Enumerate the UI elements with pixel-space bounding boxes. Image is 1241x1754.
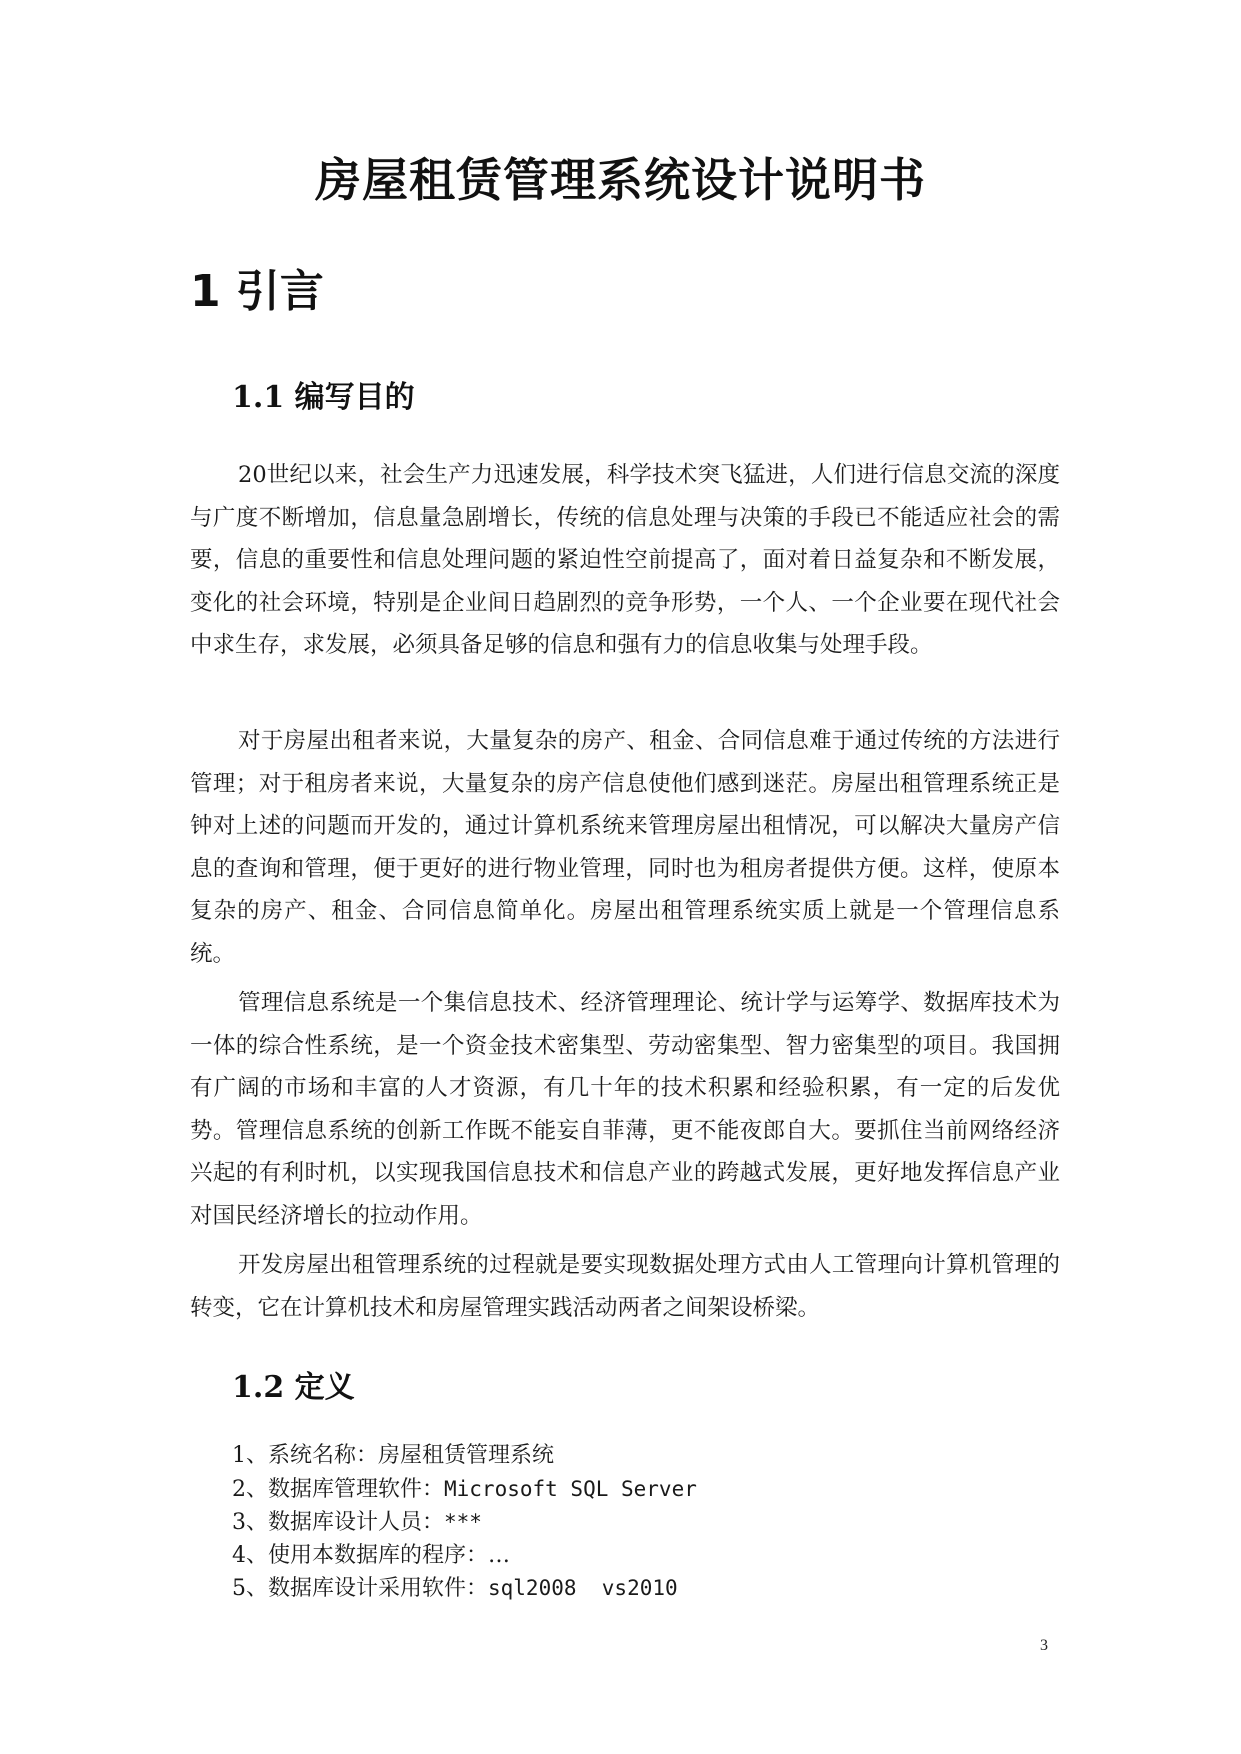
- document-title: 房屋租赁管理系统设计说明书: [315, 153, 926, 207]
- definition-item-value: ***: [444, 1510, 482, 1534]
- definition-item-label: 1、系统名称：: [232, 1443, 378, 1468]
- definition-item-label: 3、数据库设计人员：: [232, 1510, 444, 1535]
- paragraph-purpose-4: 开发房屋出租管理系统的过程就是要实现数据处理方式由人工管理向计算机管理的转变，它在计算机技术和房屋管理实践活动两者之间架设桥梁。: [190, 1252, 1060, 1321]
- paragraph-purpose-3: 管理信息系统是一个集信息技术、经济管理理论、统计学与运筹学、数据库技术为一体的综合性系统，是一个资金技术密集型、劳动密集型、智力密集型的项目。我国拥有广阔的市场和丰富的人才资源，有几十年的技术积累和经验积累，有一定的后发优势。管理信息系统的创新工作既不能妄自菲薄，更不能夜郎自大。要抓住当前网络经济兴起的有利时机，以实现我国信息技术和信息产业的跨越式发展，更好地发挥信息产业对国民经济增长的拉动作用。: [190, 990, 1060, 1229]
- definition-item-value: sql2008 vs2010: [488, 1576, 678, 1600]
- definition-item: [232, 1572, 697, 1606]
- definition-item-value: Microsoft SQL Server: [444, 1476, 697, 1501]
- definition-item: [232, 1506, 697, 1540]
- definition-item-label: 2、数据库管理软件：: [232, 1476, 444, 1502]
- paragraph-purpose-1: 20世纪以来，社会生产力迅速发展，科学技术突飞猛进，人们进行信息交流的深度与广度不断增加，信息量急剧增长，传统的信息处理与决策的手段已不能适应社会的需要，信息的重要性和信息处理问题的紧迫性空前提高了，面对着日益复杂和不断发展，变化的社会环境，特别是企业间日趋剧烈的竞争形势，一个人、一个企业要在现代社会中求生存，求发展，必须具备足够的信息和强有力的信息收集与处理手段。: [190, 462, 1060, 658]
- definition-list: [232, 1440, 697, 1606]
- definition-item: [232, 1440, 697, 1473]
- definition-item: [232, 1473, 697, 1507]
- definition-item-label: 5、数据库设计采用软件：: [232, 1576, 488, 1601]
- page-number: 3: [1040, 1637, 1048, 1654]
- definition-item-value: …: [488, 1542, 510, 1568]
- section-heading-definition: 1.2 定义: [232, 1370, 355, 1405]
- paragraph-purpose-2: 对于房屋出租者来说，大量复杂的房产、租金、合同信息难于通过传统的方法进行管理；对于租房者来说，大量复杂的房产信息使他们感到迷茫。房屋出租管理系统正是钟对上述的问题而开发的，通过计算机系统来管理房屋出租情况，可以解决大量房产信息的查询和管理，便于更好的进行物业管理，同时也为租房者提供方便。这样，使原本复杂的房产、租金、合同信息简单化。房屋出租管理系统实质上就是一个管理信息系统。: [190, 728, 1060, 967]
- definition-item-label: 4、使用本数据库的程序：: [232, 1542, 488, 1568]
- definition-item: [232, 1540, 697, 1573]
- definition-item-value: 房屋租赁管理系统: [378, 1443, 555, 1468]
- chapter-heading: 1 引言: [190, 266, 324, 317]
- section-heading-purpose: 1.1 编写目的: [232, 380, 415, 415]
